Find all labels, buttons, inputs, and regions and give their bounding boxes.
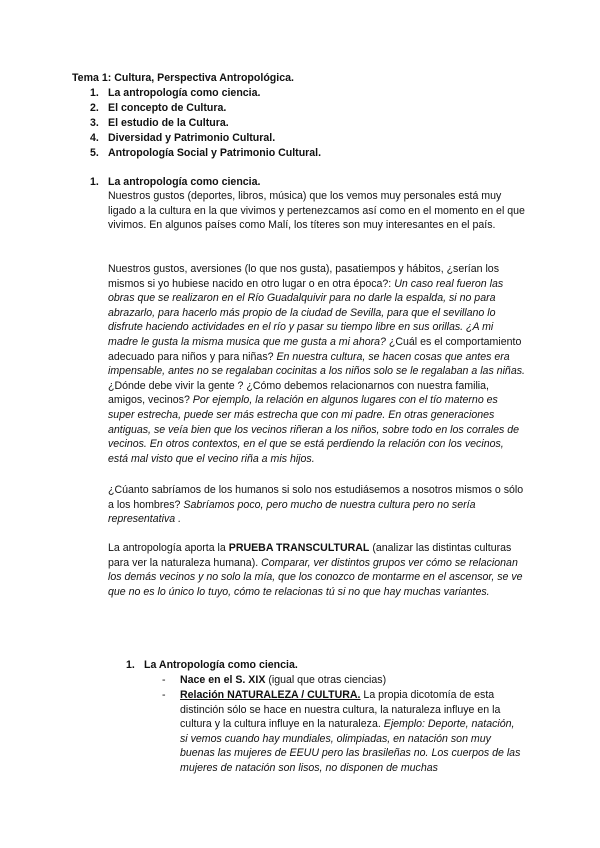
bullet-item <box>180 688 525 776</box>
bullet-example: Ejemplo: Deporte, natación, si vemos cuando hay mundiales, olimpiadas, en natación son muy buenas las mujeres de EEUU pero las brasileñas no. Los cuerpos de las mujeres de natación son lisos, no disponen de muchas <box>180 718 521 774</box>
toc-number: 1. <box>90 87 99 99</box>
paragraph-text: La antropología aporta la <box>108 542 229 554</box>
toc-item: El estudio de la Cultura. <box>108 117 229 129</box>
toc-number: 4. <box>90 132 99 144</box>
paragraph-example: Comparar, ver distintos grupos ver cómo se relacionan los demás vecinos y no solo la mía, que los conozco de montarme en el ascensor, se ve que no es lo único lo tuyo, cómo te relacionas tú si no que hay muchas variantes. <box>108 556 523 598</box>
paragraph-text: ¿Cuál es el comportamiento adecuado para niños y para niñas? <box>108 335 522 363</box>
paragraph <box>108 483 525 527</box>
section-number: 1. <box>90 176 99 188</box>
paragraph-text: ¿Cúanto sabríamos de los humanos si solo nos estudiásemos a nosotros mismos o sólo a los hombres? <box>108 484 524 511</box>
paragraph: Nuestros gustos (deportes, libros, música) que los vemos muy personales está muy ligado a la cultura en la que vivimos y pertenezcamos así como en el momento en el que vivimos. En algunos países como Malí, los títeres son muy interesantes en el país. <box>108 190 525 232</box>
paragraph-example: En nuestra cultura, se hacen cosas que antes era impensable, antes no se regalaban cocinitas a los niños solo se le regalaban a las niñas. <box>108 350 525 378</box>
section-heading: La antropología como ciencia. <box>108 176 261 188</box>
bullet-text: (igual que otras ciencias) <box>265 674 387 686</box>
section-number: 1. <box>126 659 135 671</box>
bullet-bold: Relación NATURALEZA / CULTURA. <box>180 689 361 701</box>
document-title: Tema 1: Cultura, Perspectiva Antropológica. <box>72 72 294 84</box>
section-heading: La Antropología como ciencia. <box>144 659 298 671</box>
paragraph-text: Nuestros gustos, aversiones (lo que nos gusta), pasatiempos y hábitos, ¿serían los mismos si yo hubiese nacido en otro lugar o en otra época?: <box>108 263 499 290</box>
bullet-item <box>180 673 386 687</box>
paragraph <box>108 541 525 599</box>
toc-number: 2. <box>90 102 99 114</box>
toc-item: El concepto de Cultura. <box>108 102 227 114</box>
toc-number: 3. <box>90 117 99 129</box>
paragraph-example: Por ejemplo, la relación en algunos lugares con el tío materno es super estrecha, puede ser más estrecha que con mi padre. En otras generaciones antiguas, se veía bien que los vecinos riñeran a los niños, sobre todo en los corrales de vecinos. En otros contextos, en el que se está perdiendo la relación con los vecinos, está mal visto que el vecino riña a mis hijos. <box>108 394 520 465</box>
bullet-text: La propia dicotomía de esta distinción sólo se hace en nuestra cultura, la naturaleza influye en la cultura y la cultura influye en la naturaleza. <box>180 689 501 731</box>
toc-item: La antropología como ciencia. <box>108 87 261 99</box>
toc-item: Antropología Social y Patrimonio Cultural. <box>108 147 322 159</box>
bullet-dash: - <box>162 674 166 686</box>
paragraph-text: (analizar las distintas culturas para ver la naturaleza humana). <box>108 542 512 569</box>
toc-item: Diversidad y Patrimonio Cultural. <box>108 132 276 144</box>
paragraph-example: Sabríamos poco, pero mucho de nuestra cultura pero no sería representativa . <box>108 498 476 526</box>
paragraph-example: Un caso real fueron las obras que se realizaron en el Río Guadalquivir para no darle la espalda, si no para abrazarlo, para hacerlo más propio de la ciudad de Sevilla, para que el sevillano lo disfrute haciendo actividades en el río y pasar su tiempo libre en sus orillas. ¿A mi madre le gusta la misma musica que me gusta a mi ahora? <box>108 277 504 348</box>
bullet-dash: - <box>162 689 166 701</box>
toc-number: 5. <box>90 147 99 159</box>
bullet-bold: Nace en el S. XIX <box>180 674 266 686</box>
paragraph-emphasis: PRUEBA TRANSCULTURAL <box>228 542 370 554</box>
paragraph <box>108 262 525 466</box>
paragraph-text: ¿Dónde debe vivir la gente ? ¿Cómo debemos relacionarnos con nuestra familia, amigos, vecinos? <box>108 379 489 407</box>
